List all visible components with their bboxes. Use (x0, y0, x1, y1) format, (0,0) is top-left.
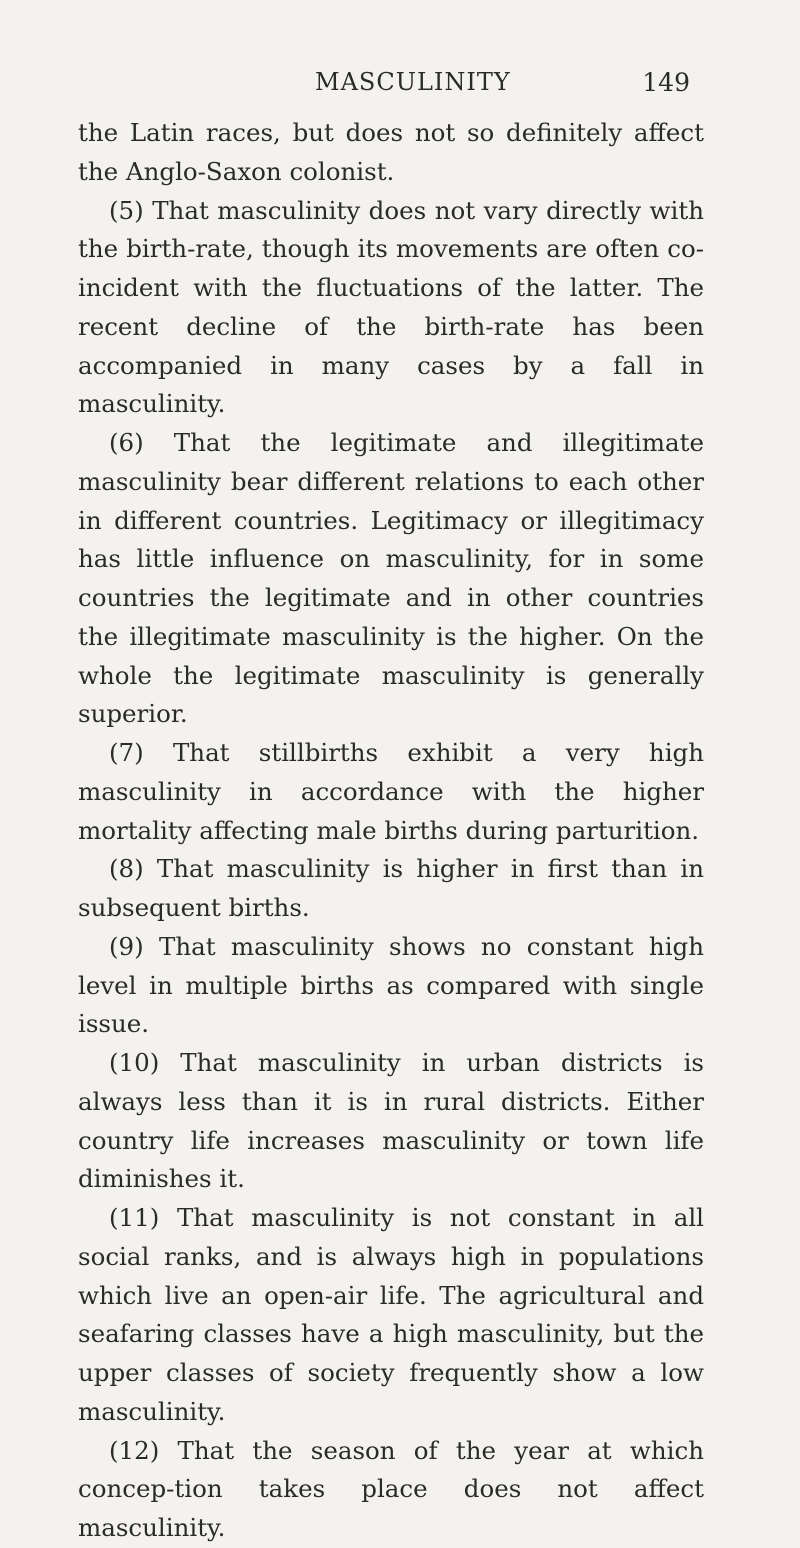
running-head: MASCULINITY (315, 68, 511, 96)
paragraph-item-11: (11) That masculinity is not constant in all social ranks, and is always high in populations which live an open-air life. The agricultural and seafaring classes have a high masculinity, but the upper classes of society frequently show a low masculinity. (78, 1203, 704, 1426)
paragraph-item-10: (10) That masculinity in urban districts is always less than it is in rural districts. Either country life increases masculinity or town life diminishes it. (78, 1048, 704, 1194)
paragraph-item-12: (12) That the season of the year at which concep-tion takes place does not affect masculinity. (78, 1435, 704, 1542)
paragraph-item-5: (5) That masculinity does not vary directly with the birth-rate, though its movements are often co-incident with the fluctuations of the latter. The recent decline of the birth-rate has been accompanied in many cases by a fall in masculinity. (78, 195, 704, 419)
page-header (0, 68, 800, 108)
body-text (78, 114, 704, 1548)
page-number: 149 (642, 68, 690, 97)
paragraph-item-7: (7) That stillbirths exhibit a very high masculinity in accordance with the higher mortality affecting male births during parturition. (78, 738, 704, 845)
paragraph-item-9: (9) That masculinity shows no constant high level in multiple births as compared with single issue. (78, 931, 704, 1039)
paragraph-item-8: (8) That masculinity is higher in first than in subsequent births. (78, 854, 704, 922)
paragraph-continuation: the Latin races, but does not so definitely affect the Anglo-Saxon colonist. (78, 118, 704, 186)
paragraph-item-6: (6) That the legitimate and illegitimate masculinity bear different relations to each other in different countries. Legitimacy or illegitimacy has little influence on masculinity, for in some countries the legitimate and in other countries the illegitimate masculinity is the higher. On the whole the legitimate masculinity is generally superior. (78, 428, 704, 729)
